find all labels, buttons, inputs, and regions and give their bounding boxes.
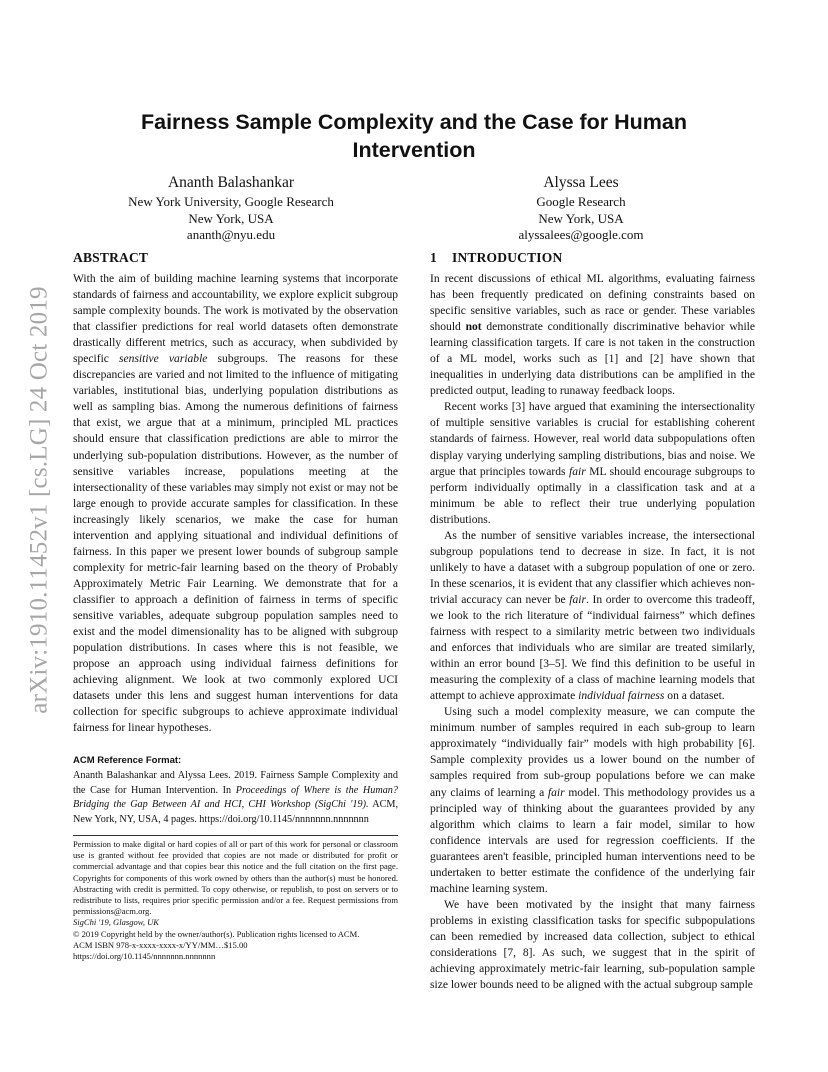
permission-notice: Permission to make digital or hard copies of all or part of this work for personal or classroom use is granted without fee provided that copies are not made or distributed for profit or commercial advantage and that copies bear this notice and the full citation on the first page. Copyrights for components of this work owned by others than the author(s) must be honored. Abstracting with credit is permitted. To copy otherwise, or republish, to post on servers or to redistribute to lists, requires prior specific permission and/or a fee. Request permissions from permissions@acm.org.	[73, 839, 398, 917]
author-location: New York, USA	[538, 210, 624, 226]
author-affiliation: New York University, Google Research	[128, 194, 334, 209]
venue-line: SigChi '19, Glasgow, UK	[73, 917, 159, 928]
right-column	[430, 249, 755, 993]
section-title: INTRODUCTION	[452, 250, 563, 265]
copyright-footnote	[73, 835, 398, 962]
author-name: Ananth Balashankar	[167, 174, 295, 191]
author-email: alyssalees@google.com	[518, 227, 644, 242]
acm-reference-text: Ananth Balashankar and Alyssa Lees. 2019. Fairness Sample Complexity and the Case for Human Intervention. In Proceedings of Where is the Human? Bridging the Gap Between AI and HCI, CHI Workshop (SigChi '19). ACM, New York, NY, USA, 4 pages. https://doi.org/10.1145/nnnnnnn.nnnnnnn	[73, 770, 398, 825]
paragraph: As the number of sensitive variables increase, the intersectional subgroup populations tend to decrease in size. In fact, it is not unlikely to have a dataset with a subgroup population of one or zero. In these scenarios, it is evident that any classifier which achieves non-trivial accuracy can never be fair. In order to overcome this tradeoff, we look to the rich literature of “individual fairness” which defines fairness with respect to a similarity metric between two individuals and enforces that individuals who are similar are treated similarly, within an error bound [3–5]. We find this definition to be useful in measuring the complexity of a class of machine learning models that attempt to achieve approximate individual fairness on a dataset.	[430, 529, 756, 703]
author-location: New York, USA	[188, 210, 274, 226]
author-affiliation: Google Research	[536, 194, 626, 209]
author-email: ananth@nyu.edu	[186, 227, 276, 242]
abstract-heading: ABSTRACT	[73, 250, 149, 265]
section-number: 1	[430, 250, 437, 265]
doi-line: https://doi.org/10.1145/nnnnnnn.nnnnnnn	[73, 951, 216, 962]
section-heading	[430, 249, 755, 267]
arxiv-stamp	[20, 260, 60, 740]
paragraph: We have been motivated by the insight that many fairness problems in existing classification tasks for specific subpopulations can been remedied by increased data collection, subject to ethical considerations [7, 8]. As such, we suggest that in the spirit of achieving approximately metric-fair learning, sub-population sample size lower bounds need to be aligned with the actual subgroup sample	[430, 898, 755, 992]
left-column	[73, 249, 398, 827]
copyright-line: © 2019 Copyright held by the owner/author(s). Publication rights licensed to ACM.	[73, 928, 360, 939]
paragraph: Recent works [3] have argued that examining the intersectionality of multiple sensitive variables is crucial for establishing coherent standards of fairness. However, real world data subpopulations often display varying underlying sampling distributions, bias and noise. We argue that principles towards fair ML should encourage subgroups to perform individually optimally in a classification task and at a minimum be able to reflect their true underlying population distributions.	[430, 401, 755, 526]
author-block	[66, 172, 396, 244]
isbn-line: ACM ISBN 978-x-xxxx-xxxx-x/YY/MM…$15.00	[73, 939, 248, 950]
paper-title: Fairness Sample Complexity and the Case for Human Intervention	[140, 110, 687, 162]
paragraph: In recent discussions of ethical ML algorithms, evaluating fairness has been frequently predicated on defining constraints based on specific sensitive variables, such as race or gender. These variables should not demonstrate conditionally discriminative behavior while learning classification targets. If care is not taken in the construction of a ML model, works such as [1] and [2] have shown that inequalities in underlying data distributions can be amplified in the predicted output, leading to runaway feedback loops.	[430, 273, 755, 398]
acm-reference-heading: ACM Reference Format:	[73, 755, 182, 767]
author-block	[416, 172, 746, 244]
paragraph: Using such a model complexity measure, we can compute the minimum number of samples required in each sub-group to learn approximately “individually fair” models with high probability [6]. Sample complexity provides us a lower bound on the number of samples required from sub-group populations before we can make any claims of learning a fair model. This methodology provides us a principled way of thinking about the guarantees provided by any algorithm which claims to learn a fair model, similar to how confidence intervals are used for regression coefficients. If the guarantees aren't feasible, principled human interventions need to be undertaken to better estimate the confidence of the underlying fair machine learning system.	[430, 706, 756, 895]
arxiv-identifier: arXiv:1910.11452v1 [cs.LG] 24 Oct 2019	[26, 286, 53, 714]
abstract-text: With the aim of building machine learning systems that incorporate standards of fairness and accountability, we explore explicit subgroup sample complexity bounds. The work is motivated by the observation that classifier predictions for real world datasets often demonstrate drastically different metrics, such as accuracy, when subdivided by specific sensitive variable subgroups. The reasons for these discrepancies are varied and not limited to the influence of mitigating variables, institutional bias, underlying population distributions as well as sampling bias. Among the numerous definitions of fairness that exist, we argue that at a minimum, principled ML practices should ensure that classification predictions are able to mirror the underlying sub-population distributions. However, as the number of sensitive variables increase, populations meeting at the intersectionality of these variables may simply not exist or may not be large enough to provide accurate samples for classification. In these increasingly likely scenarios, we make the case for human intervention and applying situational and individual definitions of fairness. In this paper we present lower bounds of subgroup sample complexity for metric-fair learning based on the theory of Probably Approximately Metric Fair Learning. We demonstrate that for a classifier to approach a definition of fairness in terms of specific sensitive variables, adequate subgroup population samples need to exist and the model dimensionality has to be aligned with subgroup population distributions. In cases where this is not feasible, we propose an approach using individual fairness definitions for achieving alignment. We look at two commonly explored UCI datasets under this lens and suggest human interventions for data collection for specific subgroups to achieve approximate individual fairness for linear hypotheses.	[73, 273, 398, 735]
author-name: Alyssa Lees	[543, 174, 619, 191]
